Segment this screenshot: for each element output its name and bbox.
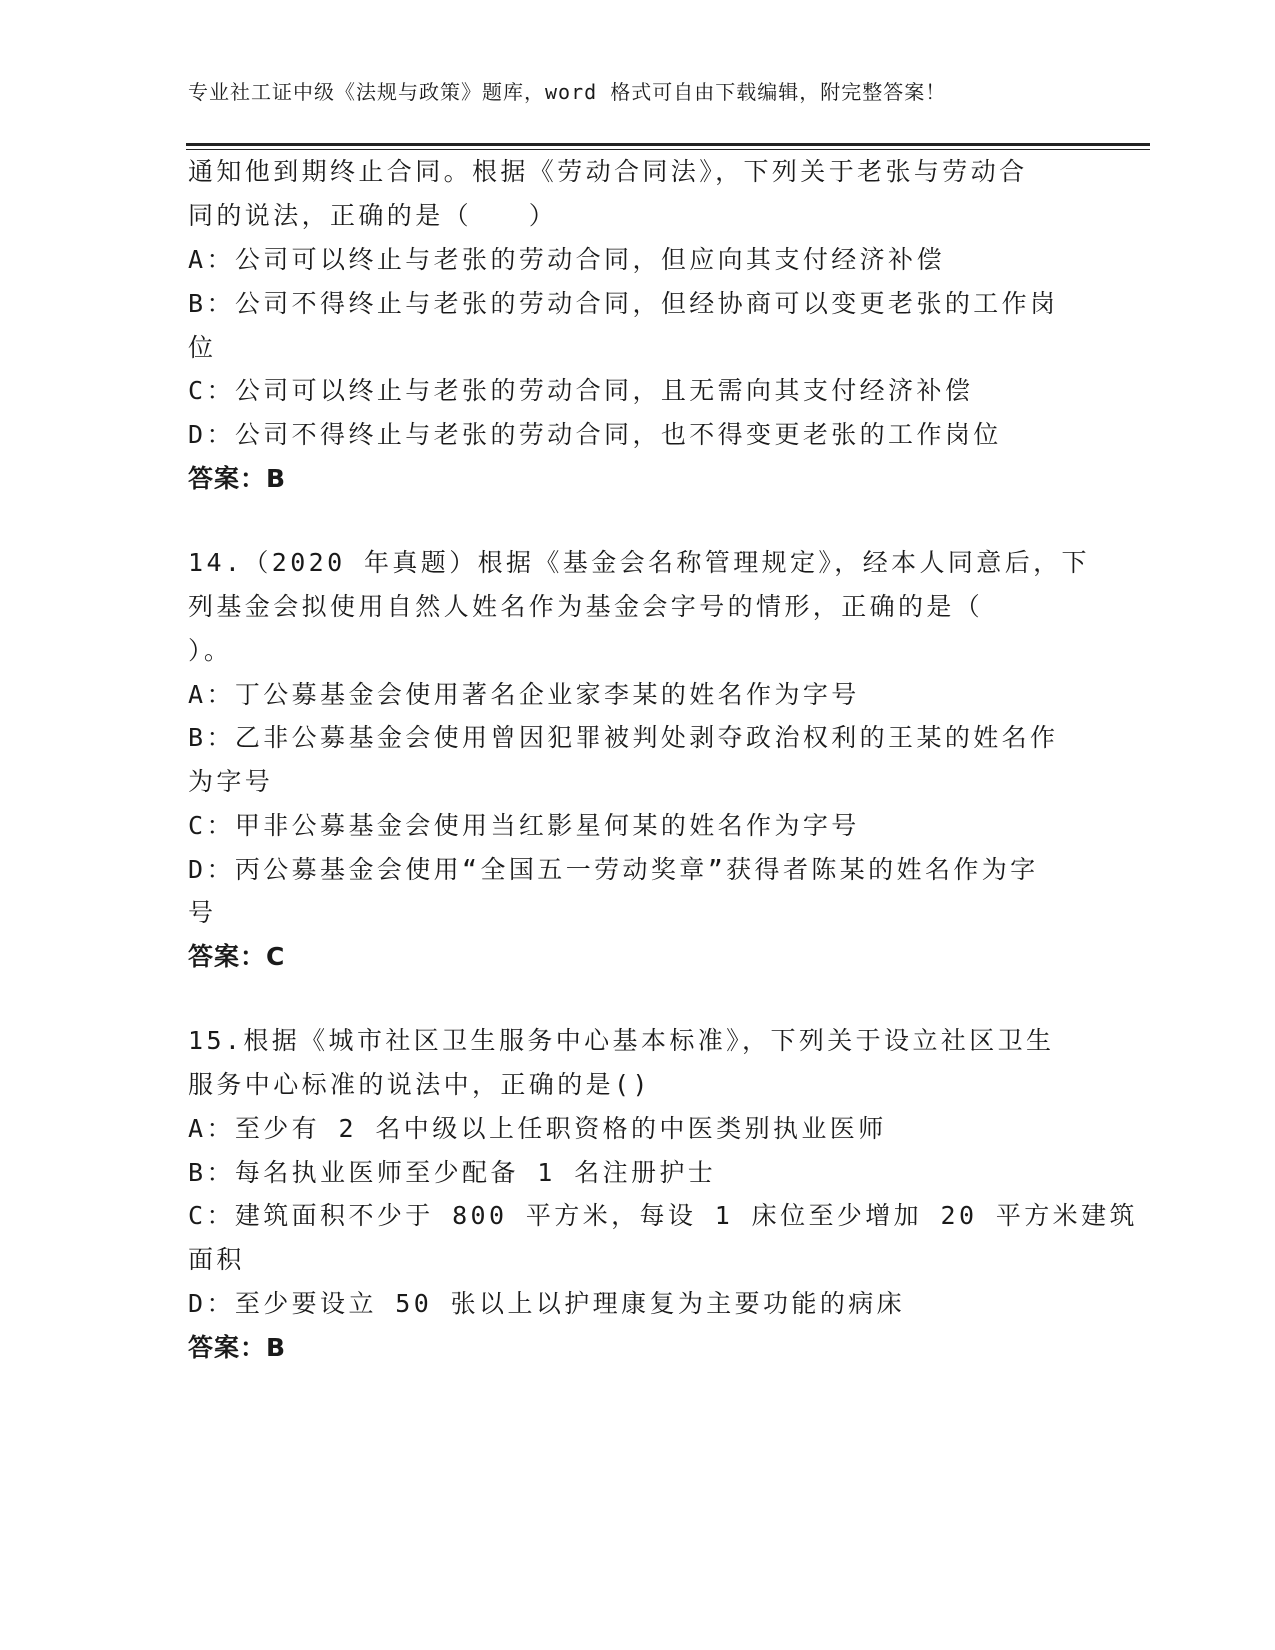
q15-stem-line-1: 15.根据《城市社区卫生服务中心基本标准》，下列关于设立社区卫生 — [188, 1026, 1055, 1055]
q13-stem-line-1: 通知他到期终止合同。根据《劳动合同法》，下列关于老张与劳动合 — [188, 157, 1028, 186]
q13-option-d: D：公司不得终止与老张的劳动合同，也不得变更老张的工作岗位 — [188, 420, 1002, 449]
q13-stem-line-2: 同的说法，正确的是（ ） — [188, 201, 558, 230]
header-rule-thin — [186, 149, 1150, 150]
q13-option-b-line-2: 位 — [188, 333, 217, 362]
page-header: 专业社工证中级《法规与政策》题库，word 格式可自由下载编辑，附完整答案！ — [188, 80, 947, 104]
q15-option-a: A：至少有 2 名中级以上任职资格的中医类别执业医师 — [188, 1114, 887, 1143]
q15-option-c-line-2: 面积 — [188, 1245, 245, 1274]
q14-stem-line-3: ）。 — [188, 636, 233, 665]
q14-option-a: A：丁公募基金会使用著名企业家李某的姓名作为字号 — [188, 680, 860, 709]
q14-stem-line-2: 列基金会拟使用自然人姓名作为基金会字号的情形，正确的是（ — [188, 592, 984, 621]
q14-option-d-line-2: 号 — [188, 898, 217, 927]
q15-option-c-line-1: C：建筑面积不少于 800 平方米，每设 1 床位至少增加 20 平方米建筑 — [188, 1201, 1138, 1230]
q15-stem-line-2: 服务中心标准的说法中，正确的是() — [188, 1070, 651, 1099]
q14-option-d-line-1: D：丙公募基金会使用“全国五一劳动奖章”获得者陈某的姓名作为字 — [188, 855, 1039, 884]
q14-option-b-line-1: B：乙非公募基金会使用曾因犯罪被判处剥夺政治权利的王某的姓名作 — [188, 723, 1059, 752]
q13-answer: 答案：B — [188, 464, 287, 493]
q14-option-c: C：甲非公募基金会使用当红影星何某的姓名作为字号 — [188, 811, 860, 840]
q13-option-c: C：公司可以终止与老张的劳动合同，且无需向其支付经济补偿 — [188, 376, 974, 405]
q15-answer: 答案：B — [188, 1333, 287, 1362]
q15-option-d: D：至少要设立 50 张以上以护理康复为主要功能的病床 — [188, 1289, 906, 1318]
q13-option-a: A：公司可以终止与老张的劳动合同，但应向其支付经济补偿 — [188, 245, 945, 274]
q13-option-b-line-1: B：公司不得终止与老张的劳动合同，但经协商可以变更老张的工作岗 — [188, 289, 1059, 318]
q14-stem-line-1: 14.（2020 年真题）根据《基金会名称管理规定》，经本人同意后，下 — [188, 548, 1090, 577]
q14-answer: 答案：C — [188, 942, 286, 971]
q15-option-b: B：每名执业医师至少配备 1 名注册护士 — [188, 1158, 717, 1187]
q14-option-b-line-2: 为字号 — [188, 767, 274, 796]
header-rule — [186, 143, 1150, 146]
